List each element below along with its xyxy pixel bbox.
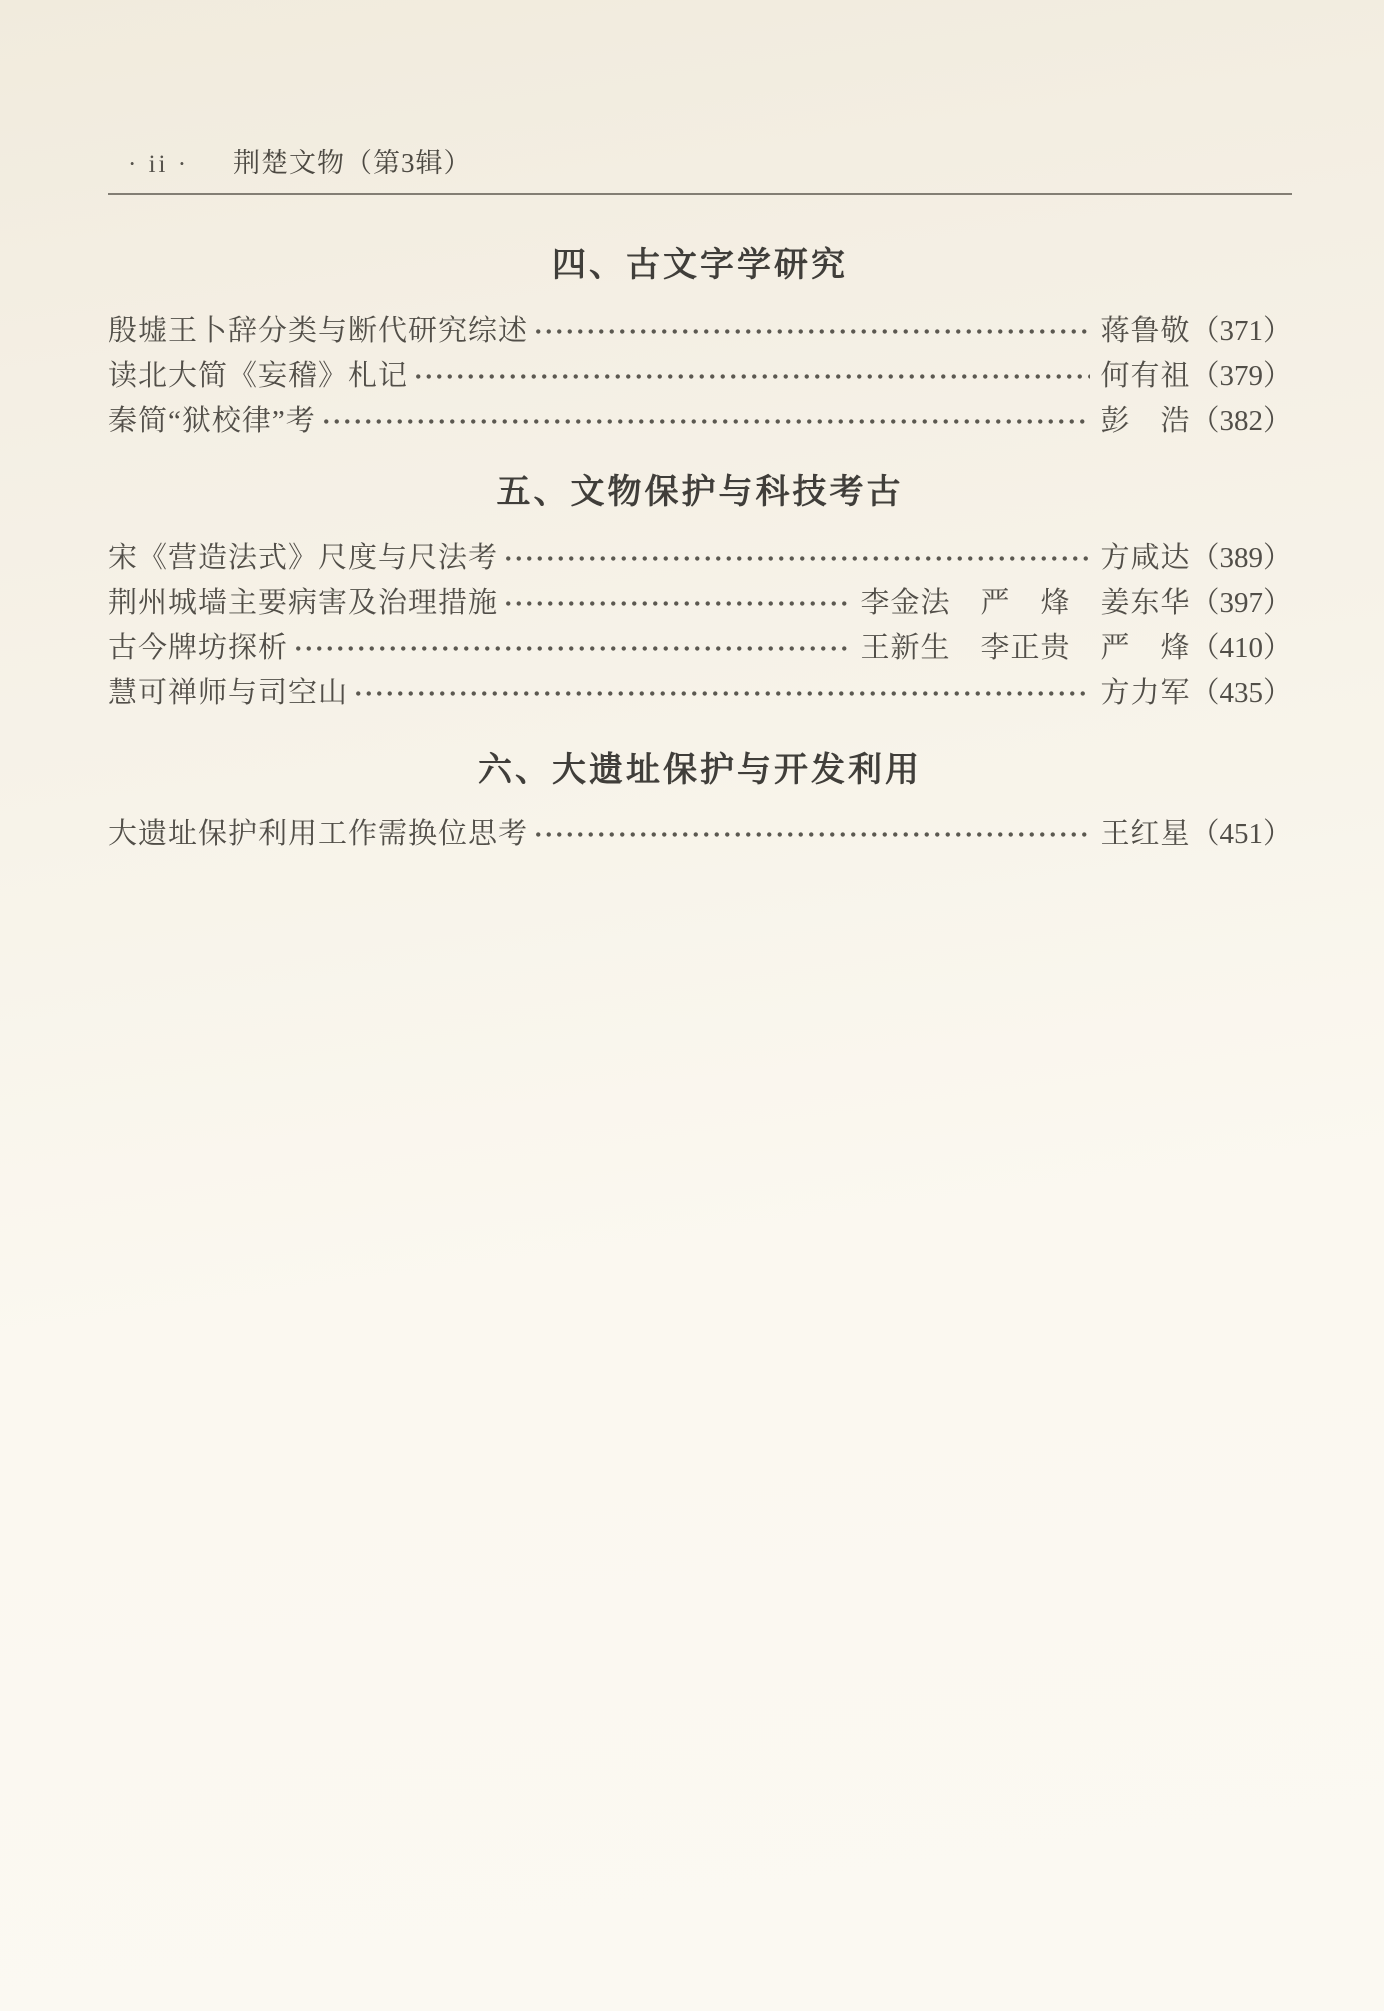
- toc-entry: [108, 536, 1292, 581]
- section-heading-6: 六、大遗址保护与开发利用: [478, 751, 922, 789]
- entry-page-number: （382）: [1190, 405, 1292, 437]
- running-head: [108, 0, 1292, 180]
- page-number-folio: · ii ·: [128, 151, 190, 178]
- entry-authors: 王红星: [1100, 818, 1191, 850]
- entry-authors: 何有祖: [1100, 360, 1191, 392]
- book-title: 荆楚文物（第3辑）: [233, 148, 472, 178]
- section-heading-4: 四、古文字学研究: [552, 246, 848, 284]
- dot-leader: [293, 626, 850, 671]
- entry-authors: 彭 浩: [1100, 405, 1191, 437]
- toc-section-4: [108, 309, 1292, 444]
- entry-title: 殷墟王卜辞分类与断代研究综述: [108, 315, 529, 347]
- entry-authors: 方力军: [1100, 677, 1191, 709]
- entry-page-number: （379）: [1190, 360, 1292, 392]
- entry-authors: 王新生 李正贵 严 烽: [860, 632, 1191, 664]
- dot-leader: [353, 671, 1090, 716]
- entry-page-number: （389）: [1190, 542, 1292, 574]
- entry-title: 读北大简《妄稽》札记: [108, 360, 409, 392]
- toc-entry: [108, 671, 1292, 716]
- toc-entry: [108, 399, 1292, 444]
- entry-page-number: （397）: [1190, 587, 1292, 619]
- dot-leader: [503, 581, 850, 626]
- entry-page-number: （435）: [1190, 677, 1292, 709]
- entry-title: 荆州城墙主要病害及治理措施: [108, 587, 499, 619]
- toc-entry: [108, 354, 1292, 399]
- entry-page-number: （410）: [1190, 632, 1292, 664]
- toc-section-5: [108, 536, 1292, 716]
- toc-entry: [108, 812, 1292, 857]
- toc-entry: [108, 309, 1292, 354]
- entry-authors: 李金法 严 烽 姜东华: [860, 587, 1191, 619]
- dot-leader: [413, 354, 1090, 399]
- entry-title: 古今牌坊探析: [108, 632, 289, 664]
- dot-leader: [321, 399, 1091, 444]
- entry-page-number: （451）: [1190, 818, 1292, 850]
- entry-title: 大遗址保护利用工作需换位思考: [108, 818, 529, 850]
- entry-title: 秦简“狱校律”考: [108, 405, 316, 437]
- entry-page-number: （371）: [1190, 315, 1292, 347]
- entry-title: 慧可禅师与司空山: [108, 677, 349, 709]
- dot-leader: [503, 536, 1090, 581]
- toc-section-6: [108, 812, 1292, 857]
- dot-leader: [533, 812, 1090, 857]
- entry-authors: 方咸达: [1100, 542, 1191, 574]
- section-heading-5: 五、文物保护与科技考古: [496, 473, 904, 511]
- toc-entry: [108, 581, 1292, 626]
- entry-title: 宋《营造法式》尺度与尺法考: [108, 542, 499, 574]
- entry-authors: 蒋鲁敬: [1100, 315, 1191, 347]
- header-rule: [108, 193, 1292, 195]
- toc-entry: [108, 626, 1292, 671]
- dot-leader: [533, 309, 1090, 354]
